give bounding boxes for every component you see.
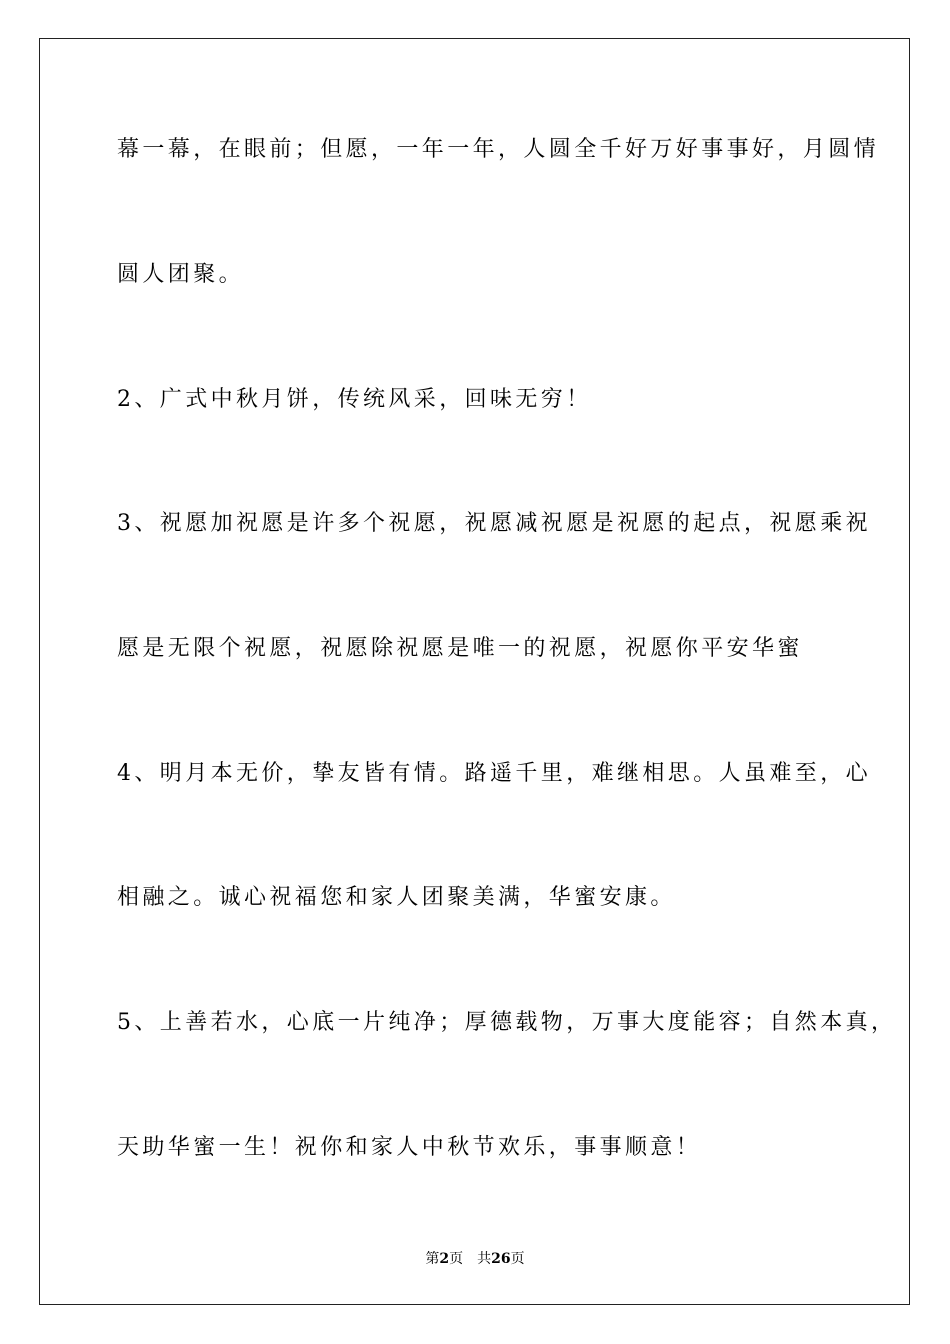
text-line-1: 幕一幕，在眼前；但愿，一年一年，人圆全千好万好事事好，月圆情 bbox=[117, 137, 880, 162]
page-suffix: 页 bbox=[449, 1251, 464, 1267]
text-line-4: 3、祝愿加祝愿是许多个祝愿，祝愿减祝愿是祝愿的起点，祝愿乘祝 bbox=[117, 511, 871, 536]
page-number: 2 bbox=[439, 1251, 450, 1267]
page-prefix: 第 bbox=[425, 1251, 440, 1267]
total-suffix: 页 bbox=[510, 1251, 525, 1267]
total-pages: 26 bbox=[491, 1251, 511, 1267]
text-line-6: 4、明月本无价，挚友皆有情。路遥千里，难继相思。人虽难至，心 bbox=[117, 761, 871, 786]
total-prefix: 共 bbox=[477, 1251, 492, 1267]
page-footer bbox=[0, 1248, 950, 1268]
text-line-2: 圆人团聚。 bbox=[117, 262, 245, 287]
text-line-8: 5、上善若水，心底一片纯净；厚德载物，万事大度能容；自然本真， bbox=[117, 1010, 897, 1035]
page-border bbox=[39, 38, 910, 1305]
text-line-7: 相融之。诚心祝福您和家人团聚美满，华蜜安康。 bbox=[117, 885, 676, 910]
text-line-9: 天助华蜜一生！祝你和家人中秋节欢乐，事事顺意！ bbox=[117, 1135, 702, 1160]
text-line-5: 愿是无限个祝愿，祝愿除祝愿是唯一的祝愿，祝愿你平安华蜜 bbox=[117, 636, 803, 661]
text-line-3: 2、广式中秋月饼，传统风采，回味无穷！ bbox=[117, 387, 592, 412]
